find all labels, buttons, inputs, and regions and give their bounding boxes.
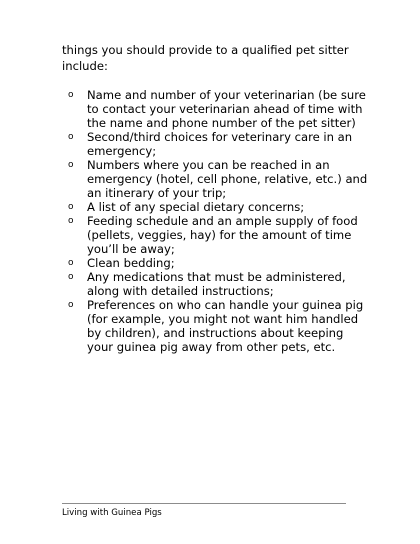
bullet-icon: o: [68, 90, 74, 100]
list-item-text: Preferences on who can handle your guinea pig (for example, you might not want him handled by children), and instructions about keeping your guinea pig away from other pets, etc.: [87, 298, 364, 354]
footer-title: Living with Guinea Pigs: [62, 508, 162, 518]
bullet-icon: o: [68, 160, 74, 170]
bullet-icon: o: [68, 216, 74, 226]
bullet-icon: o: [68, 258, 74, 268]
list-item: [68, 270, 368, 298]
list-item: [68, 214, 368, 256]
list-item-text: Second/third choices for veterinary care in an emergency;: [87, 130, 353, 158]
bullet-icon: o: [68, 272, 74, 282]
list-item-text: Feeding schedule and an ample supply of food (pellets, veggies, hay) for the amount of time you’ll be away;: [87, 214, 358, 256]
list-item-text: Any medications that must be administered, along with detailed instructions;: [87, 270, 346, 298]
list-item: [68, 158, 368, 200]
list-item-text: Clean bedding;: [87, 256, 175, 270]
list-item-text: A list of any special dietary concerns;: [87, 200, 305, 214]
list-item: [68, 88, 368, 130]
intro-paragraph: things you should provide to a qualified pet sitter include:: [62, 43, 349, 73]
list-item-text: Numbers where you can be reached in an emergency (hotel, cell phone, relative, etc.) and an itinerary of your trip;: [87, 158, 368, 200]
footer-divider: [62, 503, 346, 504]
list-item: [68, 256, 368, 270]
bullet-icon: o: [68, 300, 74, 310]
list-item-text: Name and number of your veterinarian (be sure to contact your veterinarian ahead of time with the name and phone number of the pet sitter): [87, 88, 366, 130]
bullet-icon: o: [68, 202, 74, 212]
list-item: [68, 298, 368, 354]
bullet-icon: o: [68, 132, 74, 142]
provisions-list: [68, 88, 368, 354]
list-item: [68, 200, 368, 214]
list-item: [68, 130, 368, 158]
